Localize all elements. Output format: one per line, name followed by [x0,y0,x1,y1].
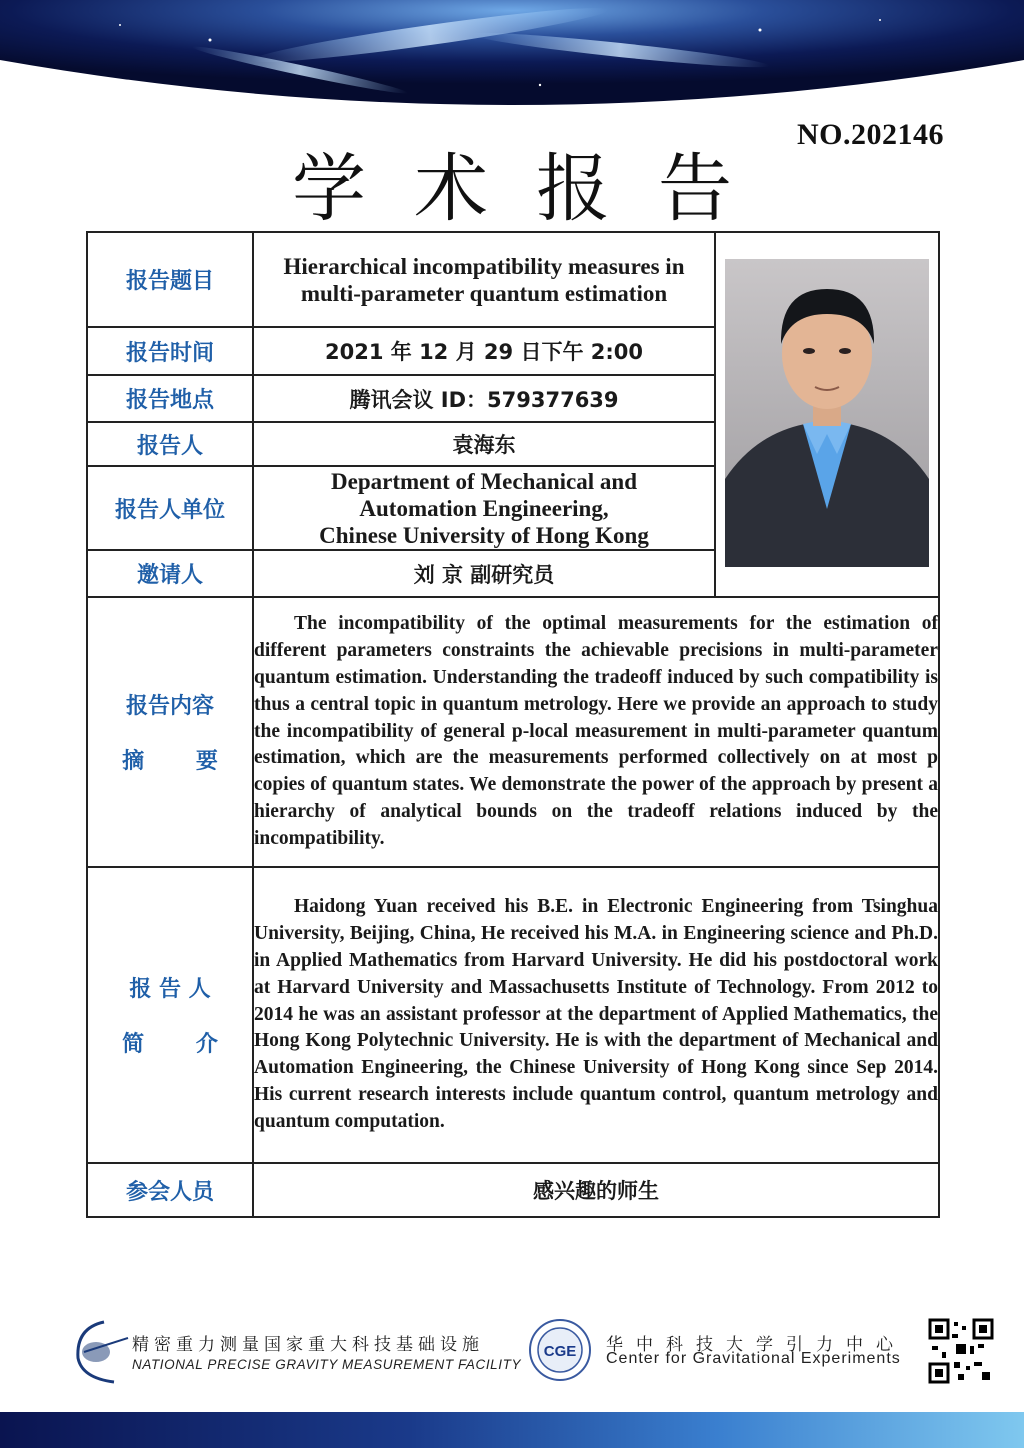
time-value: 2021 年 12 月 29 日下午 2:00 [253,327,715,375]
affiliation-line: Department of Mechanical and [331,468,637,494]
affiliation-line: Chinese University of Hong Kong [319,522,649,548]
abstract-label [87,597,253,867]
gravity-facility-logo [74,1318,130,1386]
audience-label: 参会人员 [87,1163,253,1217]
center-name-en: Center for Gravitational Experiments [606,1350,901,1367]
report-info-table [86,231,940,1218]
speaker-value: 袁海东 [253,422,715,466]
cge-logo-text: CGE [543,1343,577,1360]
bio-text-cell [253,867,939,1163]
abstract-label-line1: 报告内容 [125,694,214,719]
bottom-color-bar [0,1412,1024,1448]
bio-text: Haidong Yuan received his B.E. in Electronic Engineering from Tsinghua University, Beijing, China, He received his M.A. in Engineering science and Ph.D. in Applied Mathematics from Harvard University. He did his postdoctoral work at Harvard University and Massachusetts Institute of Technology. From 2012 to 2014 he was an assistant professor at the department of Applied Mathematics, the Hong Kong Polytechnic University. He is with the department of Mechanical and Automation Engineering, the Chinese University of Hong Kong since Sep 2014. His current research interests include quantum control, quantum metrology and quantum computation. [254,896,938,1132]
abstract-label-line2: 摘 要 [122,749,240,774]
speaker-photo [725,259,929,567]
facility-name-en: NATIONAL PRECISE GRAVITY MEASUREMENT FACILITY [132,1357,522,1372]
place-value: 腾讯会议 ID：579377639 [253,375,715,422]
cge-logo [528,1318,592,1382]
table-row [87,867,939,1163]
place-label: 报告地点 [87,375,253,422]
center-name-cn: 华中科技大学引力中心 [606,1335,906,1355]
table-row [87,232,939,327]
speaker-label: 报告人 [87,422,253,466]
topic-value: Hierarchical incompatibility measures in multi-parameter quantum estimation [253,232,715,327]
bio-label-line1: 报 告 人 [129,977,211,1002]
report-number: NO.202146 [797,118,944,151]
bio-label-line2: 简 介 [122,1032,240,1057]
qr-code [928,1318,994,1384]
affiliation-line: Automation Engineering, [359,495,609,521]
time-label: 报告时间 [87,327,253,375]
galaxy-banner [0,0,1024,120]
audience-value: 感兴趣的师生 [253,1163,939,1217]
speaker-photo-cell [715,232,939,597]
affiliation-value [253,466,715,550]
bio-label [87,867,253,1163]
facility-name-cn: 精密重力测量国家重大科技基础设施 [132,1335,484,1355]
inviter-label: 邀请人 [87,550,253,597]
page-title: 学术报告 [292,146,780,232]
topic-label: 报告题目 [87,232,253,327]
abstract-text-cell [253,597,939,867]
affiliation-label: 报告人单位 [87,466,253,550]
inviter-value: 刘 京 副研究员 [253,550,715,597]
abstract-text: The incompatibility of the optimal measurements for the estimation of different parameters constraints the achievable precisions in multi-parameter quantum estimation. Understanding the tradeoff induced by such compatibility is thus a central topic in quantum metrology. Here we provide an approach to study the incompatibility of general p-local measurement in multi-parameter quantum estimation, which are the measurements performed collectively on at most p copies of quantum states. We demonstrate the power of the approach by present a hierarchy of analytical bounds on the tradeoff relations induced by the incompatibility. [254,613,938,849]
table-row [87,597,939,867]
table-row [87,1163,939,1217]
